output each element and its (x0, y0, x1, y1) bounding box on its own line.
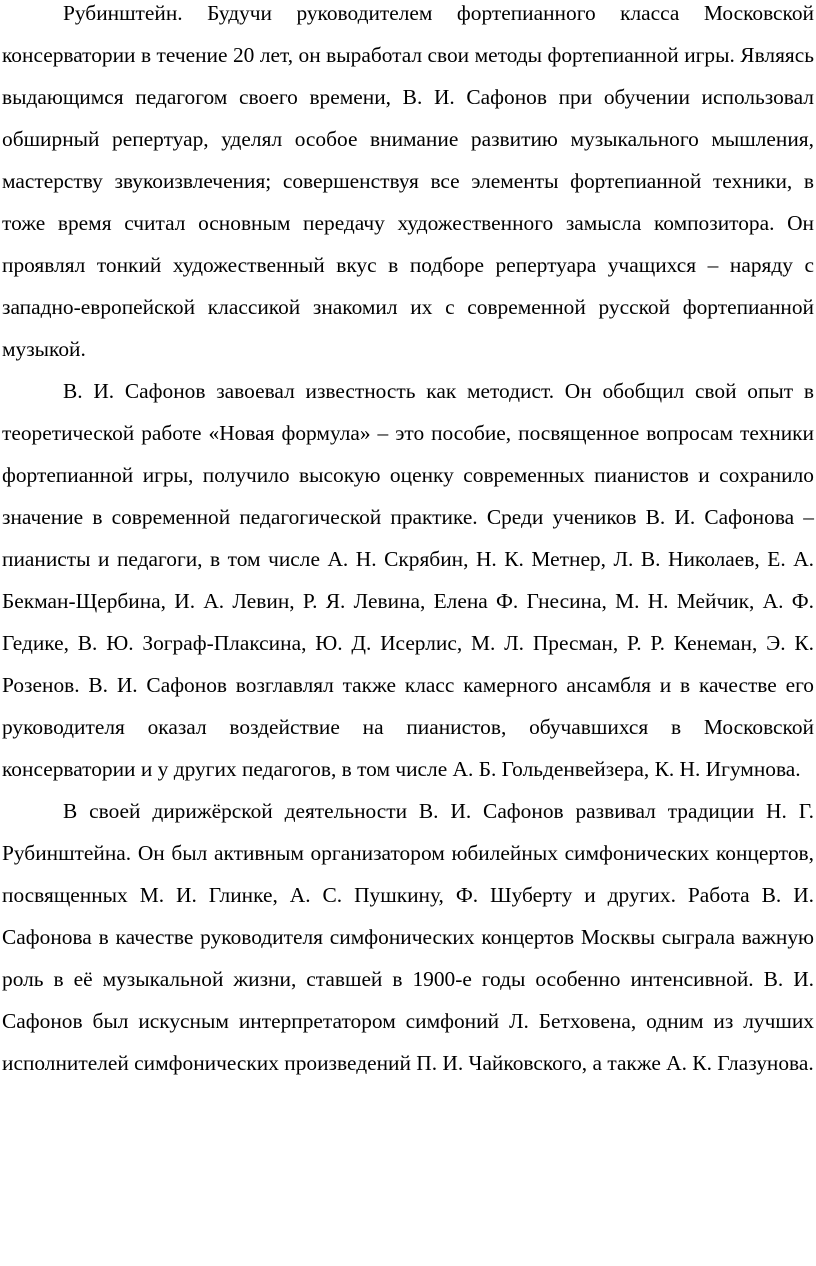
paragraph-continuation: Рубинштейн. Будучи руководителем фортепианного класса Московской консерватории в течение 20 лет, он выработал свои методы фортепианной игры. Являясь выдающимся педагогом своего времени, В. И. Сафонов при обучении использовал обширный репертуар, уделял особое внимание развитию музыкального мышления, мастерству звукоизвлечения; совершенствуя все элементы фортепианной техники, в тоже время считал основным передачу художественного замысла композитора. Он проявлял тонкий художественный вкус в подборе репертуара учащихся – наряду с западно-европейской классикой знакомил их с современной русской фортепианной музыкой. (2, 1, 814, 361)
paragraph-methodist: В. И. Сафонов завоевал известность как методист. Он обобщил свой опыт в теоретической работе «Новая формула» – это пособие, посвященное вопросам техники фортепианной игры, получило высокую оценку современных пианистов и сохранило значение в современной педагогической практике. Среди учеников В. И. Сафонова – пианисты и педагоги, в том числе А. Н. Скрябин, Н. К. Метнер, Л. В. Николаев, Е. А. Бекман-Щербина, И. А. Левин, Р. Я. Левина, Елена Ф. Гнесина, М. Н. Мейчик, А. Ф. Гедике, В. Ю. Зограф-Плаксина, Ю. Д. Исерлис, М. Л. Пресман, Р. Р. Кенеман, Э. К. Розенов. В. И. Сафонов возглавлял также класс камерного ансамбля и в качестве его руководителя оказал воздействие на пианистов, обучавшихся в Московской консерватории и у других педагогов, в том числе А. Б. Гольденвейзера, К. Н. Игумнова. (2, 379, 814, 781)
paragraph-conductor: В своей дирижёрской деятельности В. И. Сафонов развивал традиции Н. Г. Рубинштейна. Он был активным организатором юбилейных симфонических концертов, посвященных М. И. Глинке, А. С. Пушкину, Ф. Шуберту и других. Работа В. И. Сафонова в качестве руководителя симфонических концертов Москвы сыграла важную роль в её музыкальной жизни, ставшей в 1900-е годы особенно интенсивной. В. И. Сафонов был искусным интерпретатором симфоний Л. Бетховена, одним из лучших исполнителей симфонических произведений П. И. Чайковского, а также А. К. Глазунова. (2, 799, 814, 1075)
